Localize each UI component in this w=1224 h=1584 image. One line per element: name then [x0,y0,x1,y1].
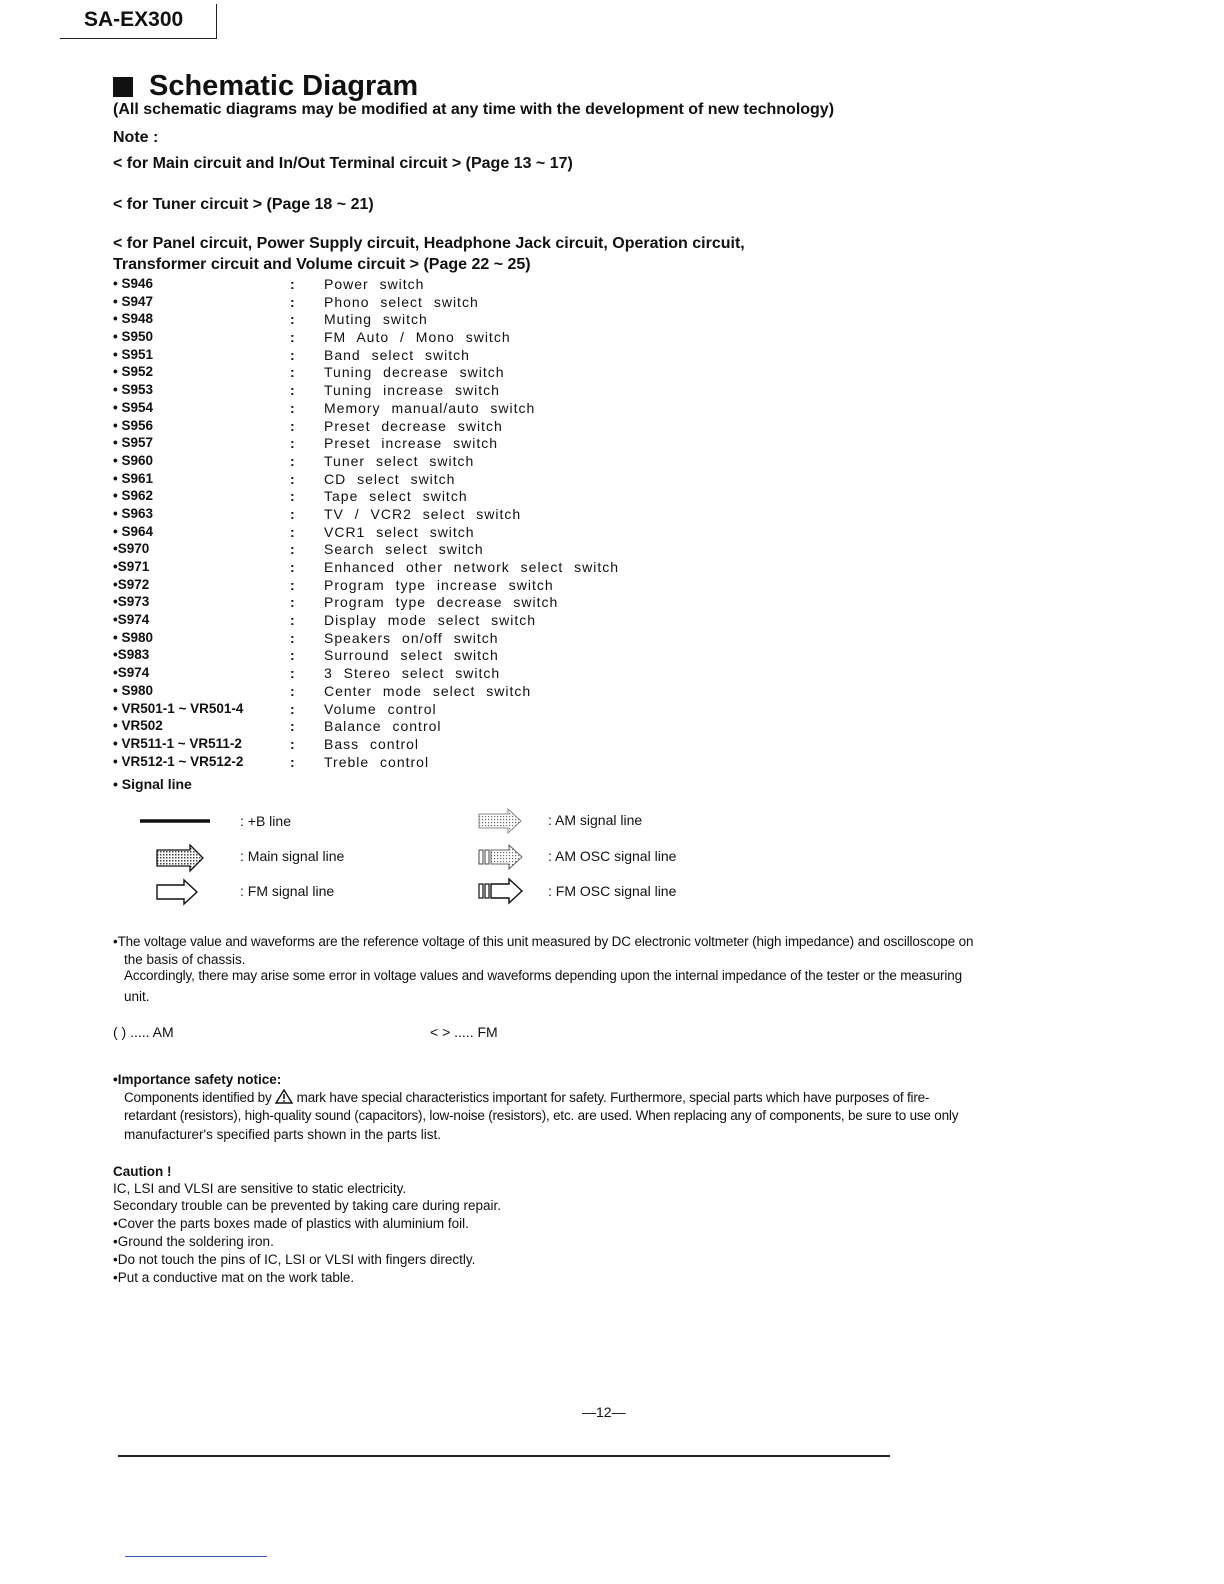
section-transformer-circuit: Transformer circuit and Volume circuit > (Page 22 ~ 25) [113,256,531,273]
switch-description: Power switch [324,276,425,292]
switch-id: • VR501-1 ~ VR501-4 [113,700,244,716]
switch-separator: : [290,665,295,682]
model-number: SA-EX300 [84,8,184,31]
caution-line-6: •Put a conductive mat on the work table. [113,1270,355,1285]
page-number: —12— [582,1404,626,1420]
switch-description: Tape select switch [324,488,468,505]
switch-separator: : [290,346,295,363]
switch-id: •S972 [113,576,150,592]
switch-separator: : [290,682,295,699]
switch-id: •S970 [113,541,150,557]
switch-description: Balance control [324,718,442,735]
switch-id: • S963 [113,505,154,521]
switch-separator: : [290,718,295,735]
switch-description: TV / VCR2 select switch [324,505,522,522]
fm-mark-legend: < > ..... FM [430,1024,498,1040]
switch-separator: : [290,753,295,770]
voltage-note-line-1: •The voltage value and waveforms are the reference voltage of this unit measured by DC electronic voltmeter (high impedance) and oscilloscope on [113,934,974,949]
caution-heading [113,1163,172,1181]
switch-separator: : [290,488,295,505]
switch-separator: : [290,735,295,752]
switch-description: VCR1 select switch [324,523,475,540]
note-label: Note : [113,129,159,146]
caution-triangle-icon [275,1089,293,1104]
caution-line-3: •Cover the parts boxes made of plastics with aluminium foil. [113,1216,469,1231]
am-osc-signal-arrow-icon [476,843,526,871]
switch-separator: : [290,435,295,452]
am-mark-legend: ( ) ..... AM [113,1024,174,1040]
switch-id: • S980 [113,629,154,645]
switch-description: FM Auto / Mono switch [324,329,511,346]
switch-separator: : [290,541,295,558]
switch-separator: : [290,594,295,611]
switch-separator: : [290,382,295,399]
switch-description: Tuning decrease switch [324,364,505,381]
switch-id: •S983 [113,647,150,663]
legend-fm-signal: : FM signal line [240,883,335,899]
switch-description: Muting switch [324,311,428,328]
legend-fm-osc-signal: : FM OSC signal line [548,883,677,899]
switch-separator: : [290,470,295,487]
caution-label: Caution ! [113,1164,172,1179]
switch-id: • S964 [113,523,154,539]
switch-description: CD select switch [324,470,456,487]
switch-id: • S952 [113,364,154,380]
switch-id: • VR511-1 ~ VR511-2 [113,735,242,751]
switch-separator: : [290,329,295,346]
switch-separator: : [290,700,295,717]
switch-id: •S974 [113,665,150,681]
caution-line-1: IC, LSI and VLSI are sensitive to static electricity. [113,1181,407,1196]
switch-description: Display mode select switch [324,612,537,629]
safety-heading: •Importance safety notice: [113,1072,282,1087]
switch-id: • VR512-1 ~ VR512-2 [113,753,244,769]
subtitle: (All schematic diagrams may be modified at any time with the development of new technology) [113,101,835,118]
switch-separator: : [290,505,295,522]
switch-description: Memory manual/auto switch [324,399,536,416]
switch-separator: : [290,364,295,381]
section-panel-circuit: < for Panel circuit, Power Supply circuit, Headphone Jack circuit, Operation circuit, [113,235,745,252]
switch-separator: : [290,612,295,629]
legend-am-signal: : AM signal line [548,812,643,828]
switch-id: • S961 [113,470,154,486]
voltage-note-line-3: Accordingly, there may arise some error in voltage values and waveforms depending upon the internal impedance of the tester or the measuring [124,968,962,983]
switch-id: • S948 [113,311,154,327]
main-signal-arrow-icon [154,842,206,874]
fm-osc-signal-arrow-icon [476,876,526,906]
switch-separator: : [290,417,295,434]
switch-id: • S980 [113,682,154,698]
safety-line-2: retardant (resistors), high-quality sound (capacitors), low-noise (resistors), etc. are used. When replacing any of components, be sure to use only [124,1108,959,1123]
b-line-symbol-icon [138,814,212,828]
switch-description: Treble control [324,753,430,770]
caution-line-5: •Do not touch the pins of IC, LSI or VLSI with fingers directly. [113,1252,476,1267]
switch-separator: : [290,576,295,593]
legend-main-signal: : Main signal line [240,848,345,864]
switch-id: • S957 [113,435,154,451]
switch-id: • S946 [113,276,154,291]
signal-line-heading: • Signal line [113,776,192,792]
legend-b-line: : +B line [240,813,291,829]
switch-description: Preset decrease switch [324,417,503,434]
safety-line-1 [124,1089,929,1107]
switch-description: Program type increase switch [324,576,554,593]
switch-id: • S956 [113,417,154,433]
switch-id: •S973 [113,594,150,610]
switch-description: Speakers on/off switch [324,629,499,646]
switch-description: Phono select switch [324,293,479,310]
switch-separator: : [290,629,295,646]
switch-id: • S950 [113,329,154,345]
switch-id: • S960 [113,452,154,468]
switch-description: Enhanced other network select switch [324,559,620,575]
section-main-circuit: < for Main circuit and In/Out Terminal circuit > (Page 13 ~ 17) [113,155,573,172]
fm-signal-arrow-icon [154,877,200,907]
switch-separator: : [290,523,295,540]
switch-separator: : [290,293,295,310]
switch-description: Volume control [324,700,437,717]
title-bullet-square [113,77,133,97]
switch-id: • S962 [113,488,154,504]
switch-separator: : [290,311,295,328]
switch-description: 3 Stereo select switch [324,665,501,682]
switch-id: • S953 [113,382,154,398]
switch-description: Tuner select switch [324,452,475,469]
bottom-link-underline [125,1556,267,1557]
switch-description: Search select switch [324,541,484,558]
switch-id: • S954 [113,399,154,415]
voltage-note-line-2: the basis of chassis. [124,952,246,967]
switch-description: Band select switch [324,346,470,363]
bottom-rule [118,1455,890,1457]
switch-description: Bass control [324,735,420,752]
page-title [113,70,418,103]
caution-line-2: Secondary trouble can be prevented by taking care during repair. [113,1198,501,1213]
safety-line-1-pre: Components identified by [124,1090,276,1105]
switch-id: • S951 [113,346,154,362]
switch-separator: : [290,276,295,292]
switch-id: • VR502 [113,718,163,734]
legend-am-osc-signal: : AM OSC signal line [548,848,677,864]
am-signal-arrow-icon [476,807,524,835]
switch-description: Surround select switch [324,647,499,664]
switch-description: Program type decrease switch [324,594,559,611]
switch-separator: : [290,452,295,469]
switch-description: Center mode select switch [324,682,532,699]
section-tuner-circuit: < for Tuner circuit > (Page 18 ~ 21) [113,196,374,213]
safety-line-3: manufacturer's specified parts shown in the parts list. [124,1127,441,1142]
switch-description: Tuning increase switch [324,382,500,399]
switch-id: •S974 [113,612,150,628]
switch-id: •S971 [113,559,150,574]
switch-description: Preset increase switch [324,435,499,452]
caution-line-4: •Ground the soldering iron. [113,1234,274,1249]
safety-line-1-post: mark have special characteristics important for safety. Furthermore, special parts which have purposes of fire- [293,1090,930,1105]
switch-id: • S947 [113,293,154,309]
title-text: Schematic Diagram [149,70,419,102]
switch-separator: : [290,399,295,416]
voltage-note-line-4: unit. [124,989,150,1004]
switch-separator: : [290,559,295,575]
switch-separator: : [290,647,295,664]
